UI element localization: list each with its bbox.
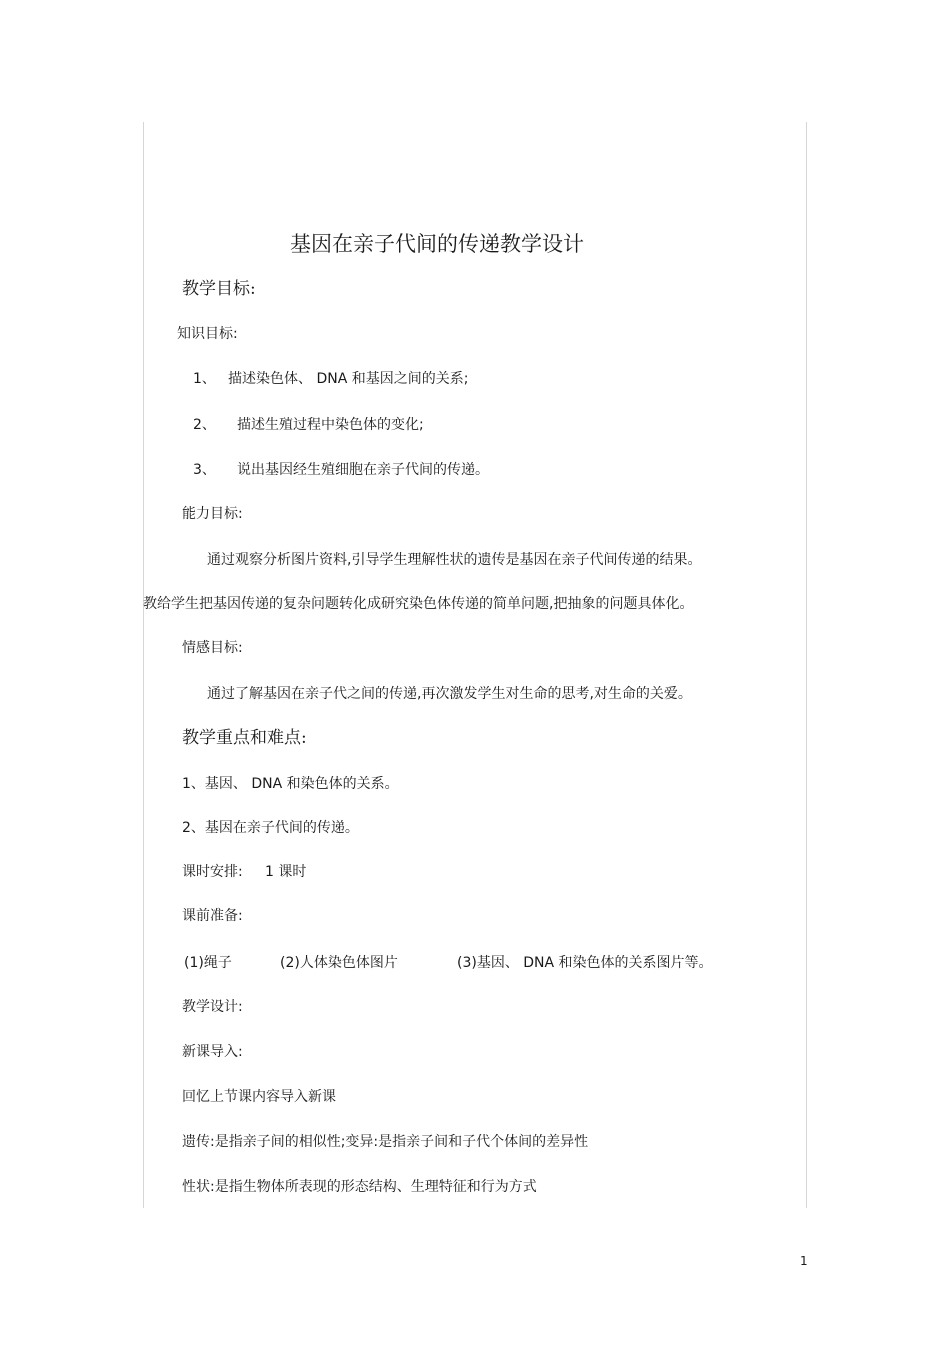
ability-heading: 能力目标: xyxy=(182,506,243,522)
intro-line: 回忆上节课内容导入新课 xyxy=(182,1089,336,1105)
ability-paragraph-line-2: 教给学生把基因传递的复杂问题转化成研究染色体传递的简单问题,把抽象的问题具体化。 xyxy=(143,596,694,612)
page-right-border xyxy=(806,122,807,1208)
trait-line: 性状:是指生物体所表现的形态结构、生理特征和行为方式 xyxy=(182,1179,537,1195)
knowledge-item-2-text: 描述生殖过程中染色体的变化; xyxy=(237,417,424,433)
key-points-heading: 教学重点和难点: xyxy=(182,728,307,748)
page-left-border xyxy=(143,122,144,1208)
design-heading: 教学设计: xyxy=(182,999,243,1015)
emotion-heading: 情感目标: xyxy=(182,640,243,656)
knowledge-item-1-text: 描述染色体、 DNA 和基因之间的关系; xyxy=(228,371,469,387)
emotion-paragraph: 通过了解基因在亲子代之间的传递,再次激发学生对生命的思考,对生命的关爱。 xyxy=(207,686,692,702)
knowledge-item-3-number: 3、 xyxy=(193,462,216,478)
intro-heading: 新课导入: xyxy=(182,1044,243,1060)
document-title: 基因在亲子代间的传递教学设计 xyxy=(290,232,584,256)
knowledge-item-3-text: 说出基因经生殖细胞在亲子代间的传递。 xyxy=(237,462,489,478)
prep-item-2: (2)人体染色体图片 xyxy=(280,955,398,971)
key-point-2: 2、基因在亲子代间的传递。 xyxy=(182,820,359,836)
ability-paragraph-line-1: 通过观察分析图片资料,引导学生理解性状的遗传是基因在亲子代间传递的结果。 xyxy=(207,552,702,568)
prep-item-3: (3)基因、 DNA 和染色体的关系图片等。 xyxy=(457,955,713,971)
page-number: 1 xyxy=(800,1254,808,1268)
schedule-label: 课时安排: xyxy=(182,864,243,880)
schedule-value: 1 课时 xyxy=(265,864,307,880)
knowledge-item-1-number: 1、 xyxy=(193,371,216,387)
knowledge-heading: 知识目标: xyxy=(177,326,238,342)
key-point-1: 1、基因、 DNA 和染色体的关系。 xyxy=(182,776,399,792)
prep-item-1: (1)绳子 xyxy=(184,955,232,971)
prep-label: 课前准备: xyxy=(182,908,243,924)
heredity-line: 遗传:是指亲子间的相似性;变异:是指亲子间和子代个体间的差异性 xyxy=(182,1134,589,1150)
goals-heading: 教学目标: xyxy=(182,279,256,299)
knowledge-item-2-number: 2、 xyxy=(193,417,216,433)
